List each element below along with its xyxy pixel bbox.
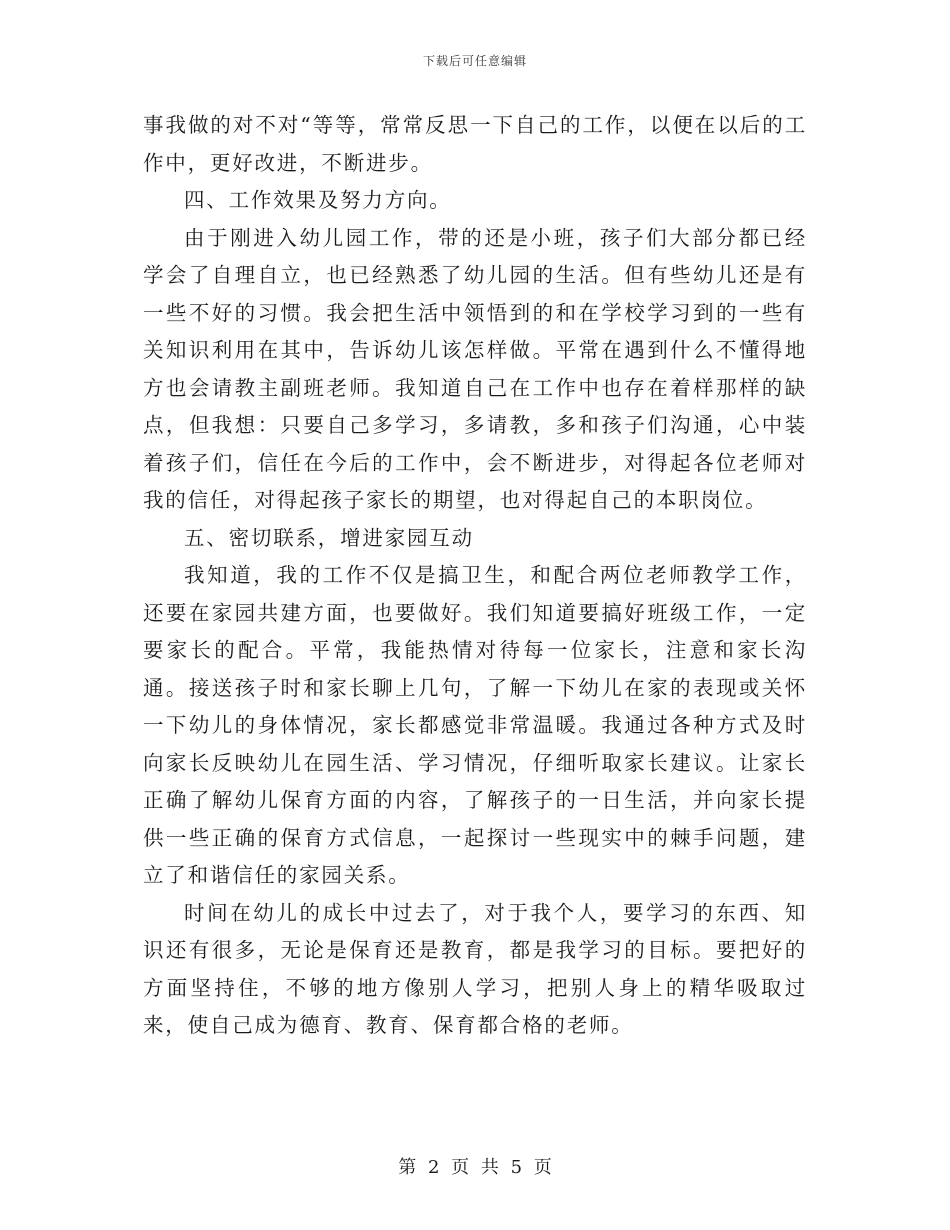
footer-page-word: 页: [451, 1157, 470, 1178]
paragraph-home-school: 我知道，我的工作不仅是搞卫生，和配合两位老师教学工作，还要在家园共建方面，也要做好。我们知道要搞好班级工作，一定要家长的配合。平常，我能热情对待每一位家长，注意和家长沟通。接送孩子时和家长聊上几句，了解一下幼儿在家的表现或关怀一下幼儿的身体情况，家长都感觉非常温暖。我通过各种方式及时向家长反映幼儿在园生活、学习情况，仔细听取家长建议。让家长正确了解幼儿保育方面的内容，了解孩子的一日生活，并向家长提供一些正确的保育方式信息，一起探讨一些现实中的棘手问题，建立了和谐信任的家园关系。: [143, 563, 807, 887]
section-heading-5: 五、密切联系，增进家园互动: [184, 525, 474, 550]
current-page-number: 2: [427, 1157, 440, 1178]
paragraph-conclusion: 时间在幼儿的成长中过去了，对于我个人，要学习的东西、知识还有很多，无论是保育还是教育，都是我学习的目标。要把好的方面坚持住，不够的地方像别人学习，把别人身上的精华吸取过来，使自己成为德育、教育、保育都合格的老师。: [143, 900, 807, 1037]
section-heading-4: 四、工作效果及努力方向。: [184, 188, 452, 212]
footer-total-word: 共: [480, 1157, 499, 1178]
paragraph-continued: 事我做的对不对“等等，常常反思一下自己的工作，以便在以后的工作中，更好改进，不断进步。: [143, 113, 807, 175]
total-page-number: 5: [510, 1157, 523, 1178]
paragraph-work-effect: 由于刚进入幼儿园工作，带的还是小班，孩子们大部分都已经学会了自理自立，也已经熟悉了幼儿园的生活。但有些幼儿还是有一些不好的习惯。我会把生活中领悟到的和在学校学习到的一些有关知识利用在其中，告诉幼儿该怎样做。平常在遇到什么不懂得地方也会请教主副班老师。我知道自己在工作中也存在着样那样的缺点，但我想：只要自己多学习，多请教，多和孩子们沟通，心中装着孩子们，信任在今后的工作中，会不断进步，对得起各位老师对我的信任，对得起孩子家长的期望，也对得起自己的本职岗位。: [143, 225, 807, 512]
page-footer: [0, 1153, 950, 1179]
document-body: [143, 107, 807, 1045]
footer-suffix: 页: [533, 1157, 552, 1178]
page-header: 下载后可任意编辑: [422, 54, 527, 68]
footer-prefix: 第: [398, 1157, 417, 1178]
